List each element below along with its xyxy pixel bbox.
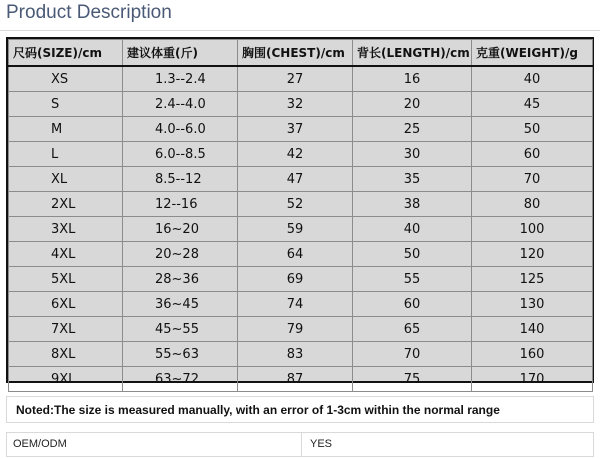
table-row — [9, 217, 593, 242]
cell-chest: 83 — [238, 342, 353, 367]
column-header-weight: 建议体重(斤) — [123, 40, 238, 67]
page-title: Product Description — [6, 2, 172, 23]
cell-length: 25 — [353, 117, 472, 142]
cell-size: S — [9, 92, 123, 117]
cell-weight-range: 63~72 — [123, 367, 238, 392]
cell-size: 7XL — [9, 317, 123, 342]
table-row — [9, 367, 593, 392]
cell-weight-range: 1.3--2.4 — [123, 66, 238, 92]
size-chart-header-row — [9, 40, 593, 67]
cell-grams: 40 — [472, 66, 593, 92]
cell-length: 70 — [353, 342, 472, 367]
cell-length: 20 — [353, 92, 472, 117]
cell-weight-range: 28~36 — [123, 267, 238, 292]
cell-length: 55 — [353, 267, 472, 292]
cell-grams: 120 — [472, 242, 593, 267]
column-header-length: 背长(LENGTH)/cm — [353, 40, 472, 67]
spec-value-oem-odm: YES — [310, 438, 333, 450]
table-row — [9, 142, 593, 167]
cell-chest: 79 — [238, 317, 353, 342]
column-header-chest: 胸围(CHEST)/cm — [238, 40, 353, 67]
cell-chest: 59 — [238, 217, 353, 242]
cell-weight-range: 4.0--6.0 — [123, 117, 238, 142]
size-note-box — [6, 396, 594, 423]
cell-length: 16 — [353, 66, 472, 92]
cell-size: XS — [9, 66, 123, 92]
table-row — [9, 317, 593, 342]
cell-grams: 170 — [472, 367, 593, 392]
cell-weight-range: 2.4--4.0 — [123, 92, 238, 117]
cell-length: 65 — [353, 317, 472, 342]
cell-length: 38 — [353, 192, 472, 217]
cell-size: XL — [9, 167, 123, 192]
cell-grams: 130 — [472, 292, 593, 317]
cell-chest: 64 — [238, 242, 353, 267]
table-row — [9, 292, 593, 317]
cell-weight-range: 8.5--12 — [123, 167, 238, 192]
table-row — [9, 342, 593, 367]
cell-size: 6XL — [9, 292, 123, 317]
cell-size: 9XL — [9, 367, 123, 392]
cell-size: M — [9, 117, 123, 142]
size-chart-image — [6, 37, 594, 387]
cell-size: 8XL — [9, 342, 123, 367]
cell-length: 40 — [353, 217, 472, 242]
cell-length: 75 — [353, 367, 472, 392]
cell-size: 3XL — [9, 217, 123, 242]
table-row — [9, 242, 593, 267]
cell-chest: 32 — [238, 92, 353, 117]
cell-chest: 52 — [238, 192, 353, 217]
cell-grams: 50 — [472, 117, 593, 142]
table-row — [9, 66, 593, 92]
cell-size: 2XL — [9, 192, 123, 217]
cell-length: 60 — [353, 292, 472, 317]
spec-table-row — [6, 432, 594, 457]
cell-weight-range: 36~45 — [123, 292, 238, 317]
cell-size: L — [9, 142, 123, 167]
cell-chest: 42 — [238, 142, 353, 167]
cell-chest: 87 — [238, 367, 353, 392]
cell-chest: 27 — [238, 66, 353, 92]
cell-size: 4XL — [9, 242, 123, 267]
cell-weight-range: 55~63 — [123, 342, 238, 367]
cell-chest: 69 — [238, 267, 353, 292]
table-row — [9, 192, 593, 217]
cell-length: 30 — [353, 142, 472, 167]
table-row — [9, 267, 593, 292]
cell-weight-range: 45~55 — [123, 317, 238, 342]
table-row — [9, 117, 593, 142]
table-row — [9, 92, 593, 117]
cell-grams: 80 — [472, 192, 593, 217]
column-header-grams: 克重(WEIGHT)/g — [472, 40, 593, 67]
column-header-size: 尺码(SIZE)/cm — [9, 40, 123, 67]
size-chart-table — [8, 39, 593, 392]
spec-key-oem-odm: OEM/ODM — [7, 433, 302, 456]
cell-size: 5XL — [9, 267, 123, 292]
cell-grams: 125 — [472, 267, 593, 292]
cell-length: 35 — [353, 167, 472, 192]
cell-grams: 100 — [472, 217, 593, 242]
size-note-text: Noted:The size is measured manually, with an error of 1-3cm within the normal range — [16, 403, 500, 417]
cell-weight-range: 6.0--8.5 — [123, 142, 238, 167]
cell-weight-range: 20~28 — [123, 242, 238, 267]
header — [0, 0, 600, 31]
cell-grams: 140 — [472, 317, 593, 342]
cell-chest: 37 — [238, 117, 353, 142]
cell-grams: 45 — [472, 92, 593, 117]
cell-chest: 47 — [238, 167, 353, 192]
cell-weight-range: 16~20 — [123, 217, 238, 242]
cell-length: 50 — [353, 242, 472, 267]
cell-weight-range: 12--16 — [123, 192, 238, 217]
cell-chest: 74 — [238, 292, 353, 317]
cell-grams: 60 — [472, 142, 593, 167]
cell-grams: 70 — [472, 167, 593, 192]
cell-grams: 160 — [472, 342, 593, 367]
table-row — [9, 167, 593, 192]
size-chart-body — [9, 66, 593, 392]
